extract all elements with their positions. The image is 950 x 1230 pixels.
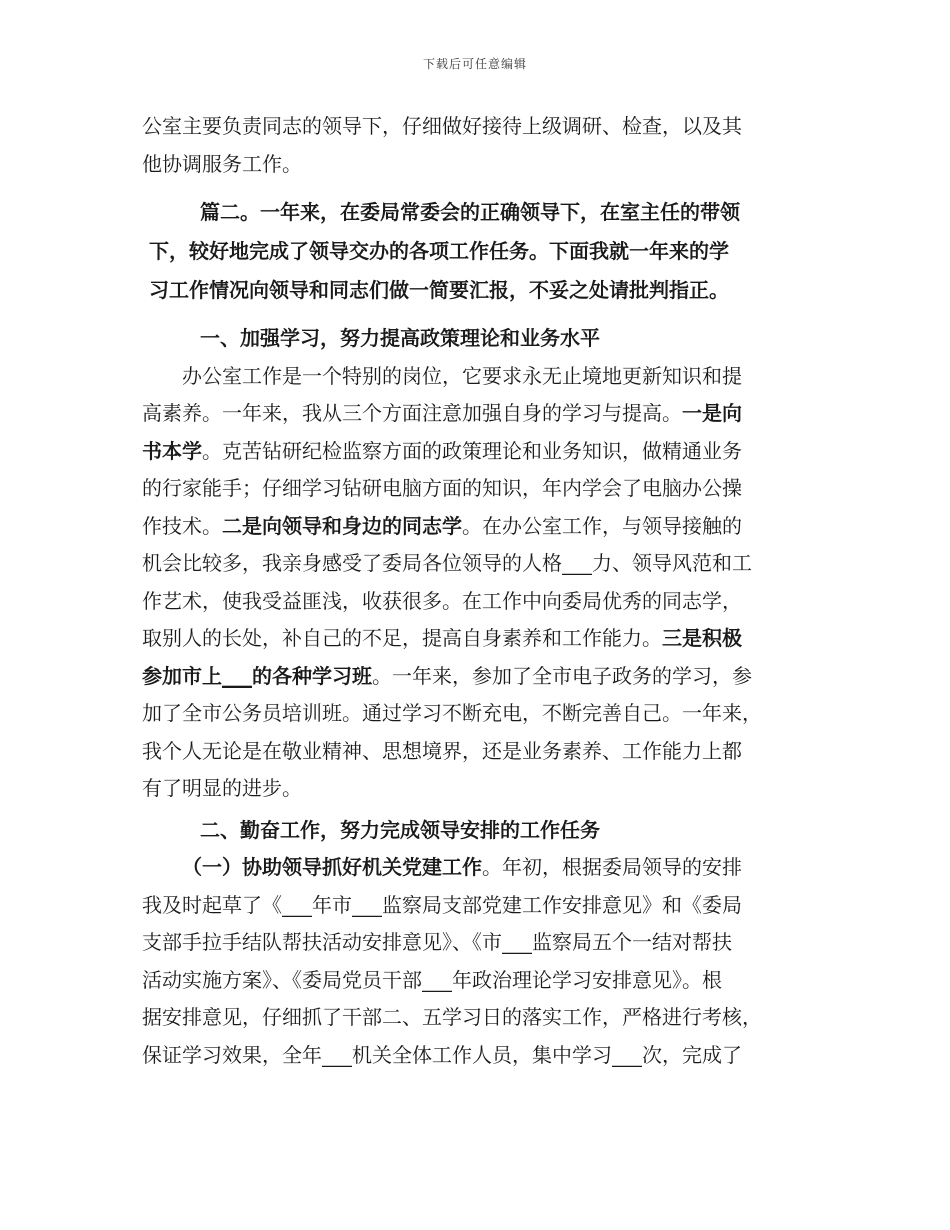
paragraph-line: 作艺术，使我受益匪浅，收获很多。在工作中向委局优秀的同志学， [142, 588, 742, 613]
blank-field: ___ [422, 967, 452, 992]
blank-field: ___ [282, 892, 312, 917]
section-heading: 一、加强学习，努力提高政策理论和业务水平 [200, 326, 600, 350]
paragraph-line: 公室主要负责同志的领导下，仔细做好接待上级调研、检查，以及其 [142, 114, 742, 138]
paragraph-line: 我个人无论是在敬业精神、思想境界，还是业务素养、工作能力上都 [142, 738, 742, 763]
download-note: 下载后可任意编辑 [422, 57, 527, 71]
intro-line: 篇二。一年来，在委局常委会的正确领导下，在室主任的带领 [200, 200, 740, 224]
paragraph-line: 参加市上___的各种学习班。一年来，参加了全市电子政务的学习，参 [142, 663, 752, 688]
paragraph-line: 作技术。二是向领导和身边的同志学。在办公室工作，与领导接触的 [142, 513, 742, 538]
paragraph-line: 我及时起草了《___年市___监察局支部党建工作安排意见》和《委局 [142, 892, 742, 917]
paragraph-line: 书本学。克苦钻研纪检监察方面的政策理论和业务知识，做精通业务 [142, 438, 742, 463]
paragraph-line: 的行家能手；仔细学习钻研电脑方面的知识，年内学会了电脑办公操 [142, 476, 742, 500]
intro-line: 习工作情况向领导和同志们做一简要汇报，不妥之处请批判指正。 [149, 278, 729, 302]
blank-field: ___ [612, 1042, 642, 1067]
paragraph-line: 加了全市公务员培训班。通过学习不断充电，不断完善自己。一年来， [142, 701, 762, 725]
blank-field: ___ [502, 930, 532, 954]
blank-field: ___ [562, 551, 592, 575]
paragraph-line: 据安排意见，仔细抓了干部二、五学习日的落实工作，严格进行考核， [142, 1005, 762, 1029]
blank-field: ___ [352, 892, 382, 917]
intro-line: 下，较好地完成了领导交办的各项工作任务。下面我就一年来的学 [149, 239, 729, 263]
paragraph-line: 有了明显的进步。 [142, 776, 302, 800]
paragraph-line: 高素养。一年来，我从三个方面注意加强自身的学习与提高。一是向 [142, 401, 742, 425]
blank-field: ___ [322, 1042, 352, 1067]
paragraph-line: 办公室工作是一个特别的岗位，它要求永无止境地更新知识和提 [182, 363, 742, 388]
document-body [142, 108, 818, 1074]
paragraph-line: 他协调服务工作。 [142, 151, 302, 176]
paragraph-line: 取别人的长处，补自己的不足，提高自身素养和工作能力。三是积极 [142, 626, 742, 650]
section-heading: 二、勤奋工作，努力完成领导安排的工作任务 [200, 817, 600, 842]
paragraph-line: 活动实施方案》、《委局党员干部___年政治理论学习安排意见》。根 [142, 967, 722, 992]
paragraph-line: 保证学习效果，全年___机关全体工作人员，集中学习___次，完成了 [142, 1042, 742, 1067]
paragraph-line: 支部手拉手结队帮扶活动安排意见》、《市___监察局五个一结对帮扶 [142, 930, 732, 954]
paragraph-line: 机会比较多，我亲身感受了委局各位领导的人格___力、领导风范和工 [142, 551, 752, 575]
blank-field: ___ [222, 663, 252, 688]
paragraph-line: （一）协助领导抓好机关党建工作。年初，根据委局领导的安排 [182, 855, 742, 879]
